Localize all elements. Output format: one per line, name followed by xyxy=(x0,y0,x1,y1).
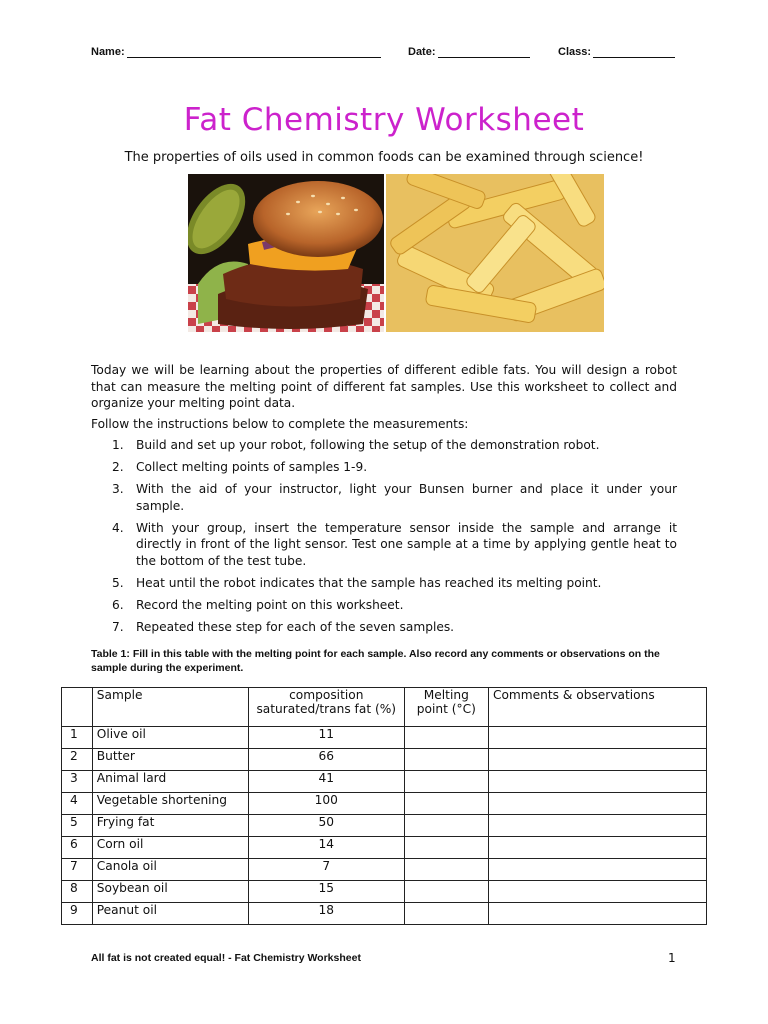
melting-point-input[interactable] xyxy=(404,749,488,771)
table-row: 4 Vegetable shortening 100 xyxy=(62,793,707,815)
melting-point-input[interactable] xyxy=(404,771,488,793)
page-footer: All fat is not created equal! - Fat Chemistry Worksheet xyxy=(91,952,361,964)
class-label: Class: xyxy=(558,46,592,58)
comments-input[interactable] xyxy=(488,837,706,859)
table-row: 3 Animal lard 41 xyxy=(62,771,707,793)
step-item: 2. Collect melting points of samples 1-9. xyxy=(112,460,368,474)
melting-point-table xyxy=(61,687,707,925)
header-composition: composition saturated/trans fat (%) xyxy=(248,688,404,727)
page-number: 1 xyxy=(668,951,676,965)
melting-point-input[interactable] xyxy=(404,727,488,749)
comments-input[interactable] xyxy=(488,903,706,925)
table-row: 9 Peanut oil 18 xyxy=(62,903,707,925)
instructions-intro: Follow the instructions below to complete the measurements: xyxy=(91,417,469,431)
page-subtitle: The properties of oils used in common foods can be examined through science! xyxy=(124,150,644,165)
step-item: 6. Record the melting point on this worksheet. xyxy=(112,597,404,612)
comments-input[interactable] xyxy=(488,727,706,749)
step-item: 5. Heat until the robot indicates that the sample has reached its melting point. xyxy=(112,575,602,590)
comments-input[interactable] xyxy=(488,859,706,881)
step-item: 4. With your group, insert the temperature sensor inside the sample and arrange it directly in front of the light sensor. Test one sample at a time by applying gentle heat to the bottom of the test tube. xyxy=(112,520,677,568)
melting-point-input[interactable] xyxy=(404,815,488,837)
intro-paragraph: Today we will be learning about the properties of different edible fats. You will design a robot that can measure the melting point of different fat samples. Use this worksheet to collect and organize your melting point data. xyxy=(91,363,677,410)
table-header-row xyxy=(62,688,707,727)
burger-photo xyxy=(188,174,384,332)
melting-point-input[interactable] xyxy=(404,881,488,903)
header-melting-point: Melting point (°C) xyxy=(404,688,488,727)
page-title: Fat Chemistry Worksheet xyxy=(183,102,585,138)
date-label: Date: xyxy=(408,46,436,58)
comments-input[interactable] xyxy=(488,771,706,793)
table-caption: Table 1: Fill in this table with the melting point for each sample. Also record any comments or observations on the sample during the experiment. xyxy=(91,648,660,674)
fries-photo xyxy=(386,174,604,332)
date-field[interactable] xyxy=(408,46,530,58)
step-item: 1. Build and set up your robot, following the setup of the demonstration robot. xyxy=(112,438,600,452)
instruction-steps xyxy=(112,437,677,641)
comments-input[interactable] xyxy=(488,881,706,903)
name-label: Name: xyxy=(91,46,125,58)
table-row: 5 Frying fat 50 xyxy=(62,815,707,837)
melting-point-input[interactable] xyxy=(404,837,488,859)
class-field[interactable] xyxy=(558,46,675,58)
table-row: 2 Butter 66 xyxy=(62,749,707,771)
table-row: 7 Canola oil 7 xyxy=(62,859,707,881)
table-row: 1 Olive oil 11 xyxy=(62,727,707,749)
melting-point-input[interactable] xyxy=(404,793,488,815)
comments-input[interactable] xyxy=(488,793,706,815)
step-item: 3. With the aid of your instructor, light your Bunsen burner and place it under your sample. xyxy=(112,482,677,513)
name-field[interactable] xyxy=(91,46,381,58)
step-item: 7. Repeated these step for each of the seven samples. xyxy=(112,619,455,634)
comments-input[interactable] xyxy=(488,749,706,771)
table-row: 8 Soybean oil 15 xyxy=(62,881,707,903)
comments-input[interactable] xyxy=(488,815,706,837)
melting-point-input[interactable] xyxy=(404,903,488,925)
header-index xyxy=(62,688,93,727)
header-sample: Sample xyxy=(92,688,248,727)
table-row: 6 Corn oil 14 xyxy=(62,837,707,859)
header-comments: Comments & observations xyxy=(488,688,706,727)
melting-point-input[interactable] xyxy=(404,859,488,881)
